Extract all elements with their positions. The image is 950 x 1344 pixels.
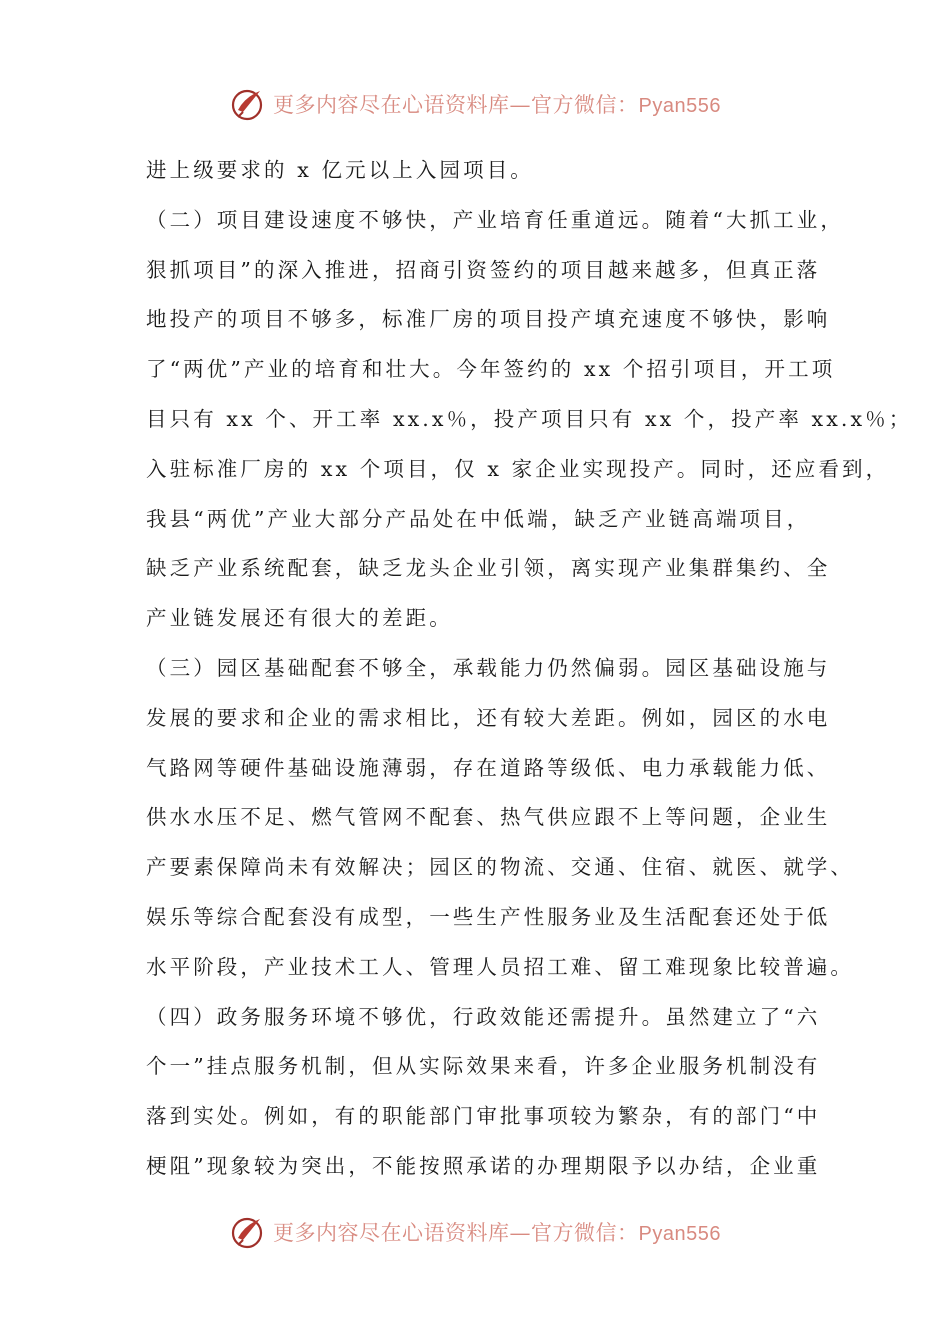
text-line: 梗阻”现象较为突出，不能按照承诺的办理期限予以办结，企业重 bbox=[146, 1153, 821, 1178]
watermark-wechat-id: Pyan556 bbox=[638, 95, 721, 117]
text-line: 落到实处。例如，有的职能部门审批事项较为繁杂，有的部门“中 bbox=[146, 1104, 821, 1129]
text-line: （三）园区基础配套不够全，承载能力仍然偏弱。园区基础设施与 bbox=[146, 655, 831, 680]
text-line: 水平阶段，产业技术工人、管理人员招工难、留工难现象比较普遍。 bbox=[146, 954, 854, 979]
pen-logo-icon bbox=[229, 1212, 269, 1252]
pen-logo-icon bbox=[229, 84, 269, 124]
watermark-text: 更多内容尽在心语资料库—官方微信： bbox=[273, 93, 639, 117]
text-line: 产业链发展还有很大的差距。 bbox=[146, 606, 453, 631]
text-line: （四）政务服务环境不够优，行政效能还需提升。虽然建立了“六 bbox=[146, 1004, 821, 1029]
header-watermark bbox=[0, 84, 950, 124]
text-line: 缺乏产业系统配套，缺乏龙头企业引领，离实现产业集群集约、全 bbox=[146, 556, 831, 581]
text-line: 进上级要求的 x 亿元以上入园项目。 bbox=[146, 158, 534, 182]
text-line: 气路网等硬件基础设施薄弱，存在道路等级低、电力承载能力低、 bbox=[146, 755, 831, 780]
watermark-wechat-id: Pyan556 bbox=[638, 1223, 721, 1245]
text-line: 入驻标准厂房的 xx 个项目，仅 x 家企业实现投产。同时，还应看到， bbox=[146, 456, 890, 481]
watermark-text: 更多内容尽在心语资料库—官方微信： bbox=[273, 1221, 639, 1245]
text-line: 个一”挂点服务机制，但从实际效果来看，许多企业服务机制没有 bbox=[146, 1054, 821, 1079]
text-line: 目只有 xx 个、开工率 xx.x％，投产项目只有 xx 个，投产率 xx.x％； bbox=[146, 406, 913, 431]
text-line: 娱乐等综合配套没有成型，一些生产性服务业及生活配套还处于低 bbox=[146, 904, 831, 929]
text-line: 我县“两优”产业大部分产品处在中低端，缺乏产业链高端项目， bbox=[146, 506, 811, 531]
text-line: （二）项目建设速度不够快，产业培育任重道远。随着“大抓工业， bbox=[146, 207, 844, 232]
footer-watermark bbox=[0, 1212, 950, 1252]
text-line: 产要素保障尚未有效解决；园区的物流、交通、住宿、就医、就学、 bbox=[146, 855, 854, 880]
text-line: 发展的要求和企业的需求相比，还有较大差距。例如，园区的水电 bbox=[146, 705, 831, 730]
text-line: 供水水压不足、燃气管网不配套、热气供应跟不上等问题，企业生 bbox=[146, 805, 831, 830]
document-body bbox=[146, 146, 913, 1192]
text-line: 狠抓项目”的深入推进，招商引资签约的项目越来越多，但真正落 bbox=[146, 257, 821, 282]
text-line: 地投产的项目不够多，标准厂房的项目投产填充速度不够快，影响 bbox=[146, 307, 831, 332]
text-line: 了“两优”产业的培育和壮大。今年签约的 xx 个招引项目，开工项 bbox=[146, 357, 836, 382]
